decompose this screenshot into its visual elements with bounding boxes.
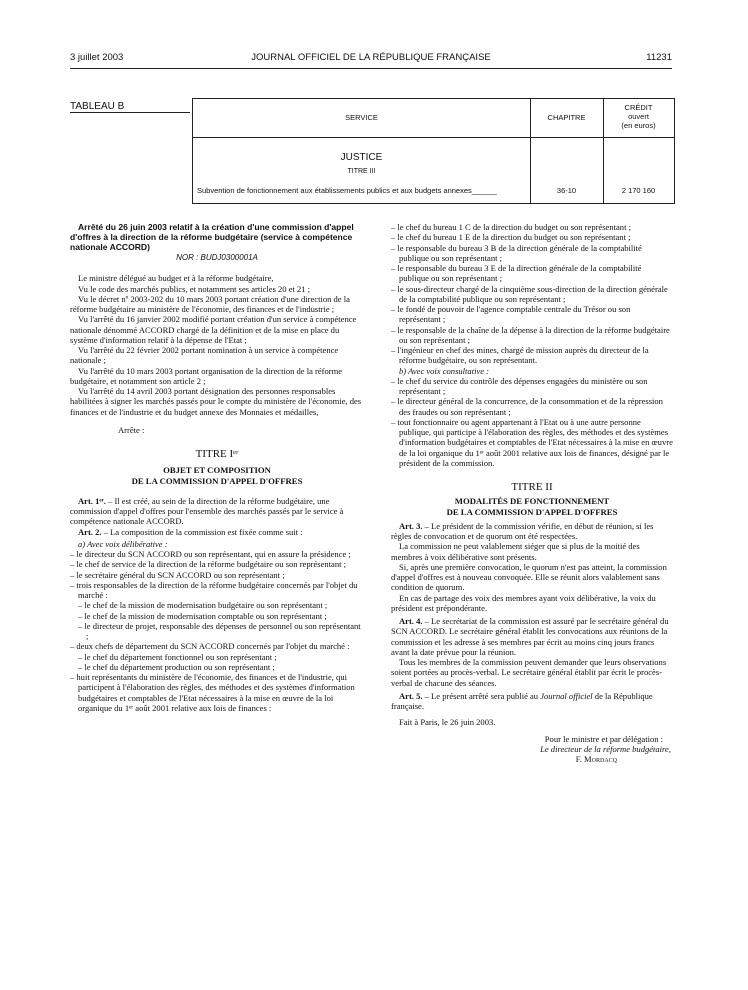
paragraph: Tous les membres de la commission peuvent demander que leurs observations soient portées au procès-verbal. Le secrétaire général établit par écrit le procès-verbal de chacune des séances.	[391, 657, 667, 688]
col-header-credit-line1: CRÉDIT	[624, 103, 653, 112]
list-subitem: – le chef du département production ou son représentant ;	[78, 661, 275, 672]
article-5-text-end: de la République française.	[391, 690, 653, 711]
list-subitem: – le chef de la mission de modernisation comptable ou son représentant ;	[78, 610, 327, 621]
journal-officiel-ref: Journal officiel	[540, 690, 593, 701]
article-3-label: Art. 3.	[399, 520, 423, 531]
list-subitem: – le chef du département fonctionnel ou son représentant ;	[78, 651, 277, 662]
list-item: – le chef du service du contrôle des dépenses engagées du ministère ou son représentant ;	[391, 375, 648, 396]
list-item: – le sous-directeur chargé de la cinquième sous-direction de la direction générale de la comptabilité publique ou son représentant ;	[391, 283, 668, 304]
col-header-credit	[603, 103, 674, 130]
header-date: 3 juillet 2003	[70, 52, 124, 63]
list-item: – le chef du bureau 1 C de la direction du budget ou son représentant ;	[391, 222, 631, 232]
list-item: – le responsable de la chaîne de la dépense à la direction de la réforme budgétaire ou son représentant ;	[391, 324, 670, 345]
article-3	[391, 521, 673, 542]
signature-title: Le directeur de la réforme budgétaire,	[540, 743, 671, 754]
article-4-label: Art. 4.	[399, 616, 423, 626]
list-item: – trois responsables de la direction de la réforme budgétaire concernés par l'objet du marché :	[70, 579, 358, 600]
titre-1-block	[70, 449, 364, 486]
tableau-label: TABLEAU B	[70, 101, 190, 113]
col-header-credit-line3: (en euros)	[621, 121, 656, 130]
list-item: – le directeur du SCN ACCORD ou son représentant, qui en assure la présidence ;	[70, 549, 351, 559]
arrete-label: Arrête :	[118, 424, 145, 435]
row-service-text: Subvention de fonctionnement aux établissements publics et aux budgets annexes	[197, 186, 472, 195]
article-5-label: Art. 5.	[399, 690, 423, 701]
paragraph: En cas de partage des voix des membres ayant voix délibérative, la voix du président est prépondérante.	[391, 592, 656, 613]
paragraph: Le ministre délégué au budget et à la réforme budgétaire,	[78, 273, 274, 284]
article-5-text: – Le présent arrêté sera publié au	[422, 690, 541, 701]
list-item: – tout fonctionnaire ou agent appartenant à l'Etat ou à une autre personne publique, qui participe à l'élaboration des règles, des méthodes et des systèmes d'information budgétaires et comptables de l'Etat nécessaires à la mise en œuvre de la loi organique du 1ᵉʳ août 2001 relative aux lois de finances, désigné par le président de la commission.	[391, 416, 673, 468]
paragraph: Vu l'arrêté du 10 mars 2003 portant organisation de la direction de la réforme budgétaire, et notamment son article 2 ;	[70, 365, 343, 386]
article-1	[70, 496, 364, 527]
titre-1-heading-line1: OBJET ET COMPOSITION	[163, 465, 271, 476]
col-header-credit-line2: ouvert	[628, 112, 649, 121]
table-header-rule	[193, 137, 674, 138]
list-item: – deux chefs de département du SCN ACCORD concernés par l'objet du marché :	[70, 641, 350, 652]
titre-2-block	[391, 482, 673, 517]
paragraph: Si, après une première convocation, le quorum n'est pas atteint, la commission d'appel d'offres est à nouveau convoquée. Elle se réunit alors valablement sans condition de quorum.	[391, 561, 667, 593]
tableau-b-table	[192, 98, 675, 204]
article-4	[391, 616, 673, 657]
titre-label: TITRE III	[347, 168, 376, 175]
paragraph: Vu le code des marchés publics, et notamment ses articles 20 et 21 ;	[78, 283, 311, 294]
paragraph: Vu l'arrêté du 22 février 2002 portant nomination à un service à compétence nationale ;	[70, 345, 339, 366]
nor-reference: NOR : BUDJ0300001A	[176, 253, 258, 262]
list-item: – le directeur général de la concurrence, de la consommation et de la répression des fraudes ou son représentant ;	[391, 396, 663, 417]
article-3-text: – Le président de la commission vérifie, en début de réunion, si les règles de convocation et de quorum ont été respectées.	[391, 520, 654, 541]
signature-delegation: Pour le ministre et par délégation :	[544, 733, 663, 744]
paragraph: Vu l'arrêté du 16 janvier 2002 modifié portant création d'un service à compétence nationale dénommé ACCORD chargé de la définition et de la mise en place du système d'information relatif à la dépense de l'Etat ;	[70, 314, 357, 345]
article-4-text: – Le secrétariat de la commission est assuré par le secrétaire général du SCN ACCORD. Le secrétaire général établit les convocations aux réunions de la commission et les adresse à ses membres par écrit au moins cinq jours francs avant la date prévue pour la réunion.	[391, 616, 669, 657]
signature-name: F. Mordacq	[575, 754, 617, 764]
titre-2: TITRE II	[511, 481, 553, 493]
titre-1-heading-line2: DE LA COMMISSION D'APPEL D'OFFRES	[131, 475, 303, 486]
article-2-text: – La composition de la commission est fixée comme suit :	[101, 526, 303, 537]
row-credit: 2 170 160	[621, 186, 656, 195]
col-header-service: SERVICE	[345, 113, 378, 122]
list-item: – le responsable du bureau 3 B de la direction générale de la comptabilité publique ou son représentant ;	[391, 242, 642, 263]
paragraph: Vu l'arrêté du 14 avril 2003 portant désignation des personnes responsables habilitées à signer les marchés passés pour le compte du ministère de l'économie, des finances et de l'industrie et du budget annexe des Monnaies et médailles,	[70, 386, 362, 417]
table-row-text: Subvention de fonctionnement aux établissements publics et aux budgets annexes______	[197, 186, 497, 195]
titre-2-heading-line2: DE LA COMMISSION D'APPEL D'OFFRES	[446, 506, 618, 517]
list-item: – huit représentants du ministère de l'économie, des finances et de l'industrie, qui participent à l'élaboration des règles, des méthodes et des systèmes d'information budgétaires et comptables de l'Etat nécessaires à la mise en œuvre de la loi organique du 1ᵉʳ août 2001 relative aux lois de finances :	[70, 672, 355, 713]
article-5	[391, 691, 673, 712]
paragraph: Vu le décret nº 2003-202 du 10 mars 2003 portant création d'une direction de la réforme budgétaire au ministère de l'économie, des finances et de l'industrie ;	[70, 293, 350, 314]
page-header	[70, 52, 672, 69]
right-column	[391, 222, 673, 764]
list-subitem: – le directeur de projet, responsable des dépenses de personnel ou son représentant ;	[78, 620, 361, 641]
article-1-text: – Il est créé, au sein de la direction de la réforme budgétaire, une commission d'appel d'offres pour l'ensemble des marchés passés par le service à compétence nationale ACCORD.	[70, 495, 344, 527]
list-item: – le chef du bureau 1 E de la direction du budget ou son représentant ;	[391, 232, 631, 243]
list-item: – le secrétaire général du SCN ACCORD ou son représentant ;	[70, 569, 285, 580]
place-date-line: Fait à Paris, le 26 juin 2003.	[399, 717, 496, 728]
titre-2-heading-line1: MODALITÉS DE FONCTIONNEMENT	[454, 496, 610, 507]
article-2	[70, 527, 364, 537]
list-item: – le fondé de pouvoir de l'agence comptable centrale du Trésor ou son représentant ;	[391, 304, 631, 325]
paragraph: La commission ne peut valablement siéger que si plus de la moitié des membres à voix délibérative sont présents.	[391, 541, 640, 562]
col-header-chapitre: CHAPITRE	[547, 113, 586, 122]
voix-consultative-label: b) Avec voix consultative :	[399, 365, 490, 376]
list-item: – le responsable du bureau 3 E de la direction générale de la comptabilité publique ou son représentant ;	[391, 263, 642, 284]
row-chapitre: 36-10	[556, 186, 577, 195]
list-item: – le chef de service de la direction de la réforme budgétaire ou son représentant ;	[70, 559, 346, 570]
header-journal-title: JOURNAL OFFICIEL DE LA RÉPUBLIQUE FRANÇAISE	[251, 52, 491, 63]
ministry-name: JUSTICE	[340, 152, 383, 163]
article-2-label: Art. 2.	[78, 526, 102, 537]
article-1-label: Art. 1ᵉʳ.	[78, 495, 106, 506]
list-subitem: – le chef de la mission de modernisation budgétaire ou son représentant ;	[78, 600, 328, 611]
list-item: – l'ingénieur en chef des mines, chargé de mission auprès du directeur de la réforme budgétaire, ou son représentant.	[391, 345, 649, 366]
voix-deliberative-label: a) Avec voix délibérative :	[78, 538, 168, 549]
left-column	[70, 222, 364, 713]
titre-1: TITRE Iᵉʳ	[195, 448, 239, 460]
header-page-number: 11231	[646, 52, 672, 63]
arrete-heading: Arrêté du 26 juin 2003 relatif à la création d'une commission d'appel d'offres à la direction de la réforme budgétaire (service à compétence nationale ACCORD)	[70, 222, 354, 252]
